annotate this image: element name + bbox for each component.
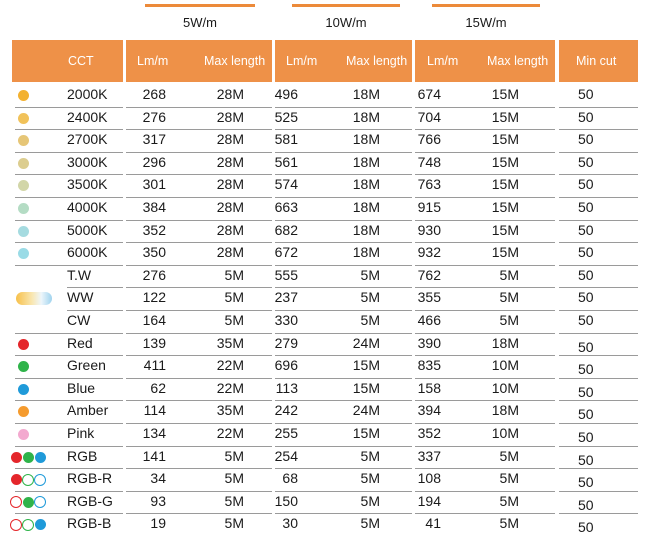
- cell-lm5: 317: [142, 131, 166, 148]
- table-row: [0, 107, 650, 130]
- cell-lm5: 141: [142, 447, 166, 464]
- cell-len15: 15M: [491, 199, 519, 215]
- table-row: [0, 355, 650, 378]
- cell-lm5: 93: [150, 492, 166, 509]
- table-row: [0, 197, 650, 220]
- filled-dot-icon: [18, 135, 29, 146]
- cell-len15: 15M: [491, 153, 519, 170]
- cell-cut: 50: [578, 108, 594, 125]
- cell-name: 5000K: [67, 221, 108, 238]
- cell-cut: 50: [578, 176, 594, 193]
- group-header-label: 5W/m: [183, 15, 217, 30]
- cell-name: CW: [67, 312, 91, 328]
- table-row: [0, 513, 650, 536]
- table-row: [0, 220, 650, 243]
- header-lm-label: Lm/m: [286, 54, 318, 68]
- filled-dot-icon: [18, 180, 29, 191]
- cell-lm15: 394: [417, 402, 441, 419]
- cell-cut: 50: [578, 338, 594, 355]
- cell-len5: 22M: [216, 425, 244, 441]
- cell-lm15: 108: [417, 470, 441, 487]
- cell-len10: 18M: [352, 244, 380, 261]
- table-row: [0, 174, 650, 197]
- header-min-cut-label: Min cut: [576, 54, 617, 68]
- cell-len10: 5M: [360, 447, 380, 464]
- cell-name: Red: [67, 334, 93, 351]
- cell-name: 2700K: [67, 131, 108, 148]
- cell-lm5: 384: [142, 199, 166, 215]
- cell-len10: 24M: [352, 334, 380, 351]
- cell-cut: 50: [578, 451, 594, 468]
- cell-lm10: 68: [282, 470, 298, 487]
- cell-name: RGB: [67, 447, 98, 464]
- cell-lm15: 194: [417, 492, 441, 509]
- cell-len5: 5M: [224, 289, 244, 306]
- cell-len5: 5M: [224, 515, 244, 532]
- cell-len15: 15M: [491, 244, 519, 261]
- cell-len15: 5M: [499, 515, 519, 532]
- filled-dot-icon: [18, 226, 29, 237]
- cell-len10: 18M: [352, 176, 380, 193]
- filled-dot-icon: [35, 519, 46, 530]
- cell-name: 3000K: [67, 153, 108, 170]
- cell-lm5: 276: [142, 266, 166, 283]
- cell-lm5: 296: [142, 153, 166, 170]
- header-10w: [275, 40, 412, 82]
- cell-cut: 50: [578, 153, 594, 170]
- cell-len10: 18M: [352, 199, 380, 215]
- cell-cut: 50: [578, 131, 594, 148]
- cell-cut: 50: [578, 312, 594, 328]
- header-min-cut: [559, 40, 638, 82]
- cell-cut: 50: [578, 519, 594, 536]
- cell-name: WW: [67, 289, 94, 306]
- cell-lm10: 696: [274, 357, 298, 374]
- cell-cut: 50: [578, 86, 594, 102]
- cell-lm5: 411: [143, 357, 166, 374]
- group-header-5w: [145, 0, 255, 38]
- cell-name: RGB-B: [67, 515, 112, 532]
- cell-lm15: 762: [417, 266, 441, 283]
- cell-cut: 50: [578, 361, 594, 378]
- cell-lm15: 766: [417, 131, 441, 148]
- cell-len15: 15M: [491, 131, 519, 148]
- cell-len10: 5M: [360, 470, 380, 487]
- cell-cut: 50: [578, 474, 594, 491]
- cell-lm15: 390: [417, 334, 441, 351]
- cell-name: RGB-G: [67, 492, 113, 509]
- cell-len5: 5M: [224, 312, 244, 328]
- group-header-label: 10W/m: [325, 15, 367, 30]
- cell-len15: 10M: [491, 425, 519, 441]
- cell-cut: 50: [578, 496, 594, 513]
- cell-lm10: 150: [274, 492, 298, 509]
- filled-dot-icon: [18, 90, 29, 101]
- cell-lm10: 574: [274, 176, 298, 193]
- filled-dot-icon: [18, 384, 29, 395]
- cell-len15: 15M: [491, 176, 519, 193]
- cell-lm10: 237: [274, 289, 298, 306]
- cell-lm10: 242: [274, 402, 298, 419]
- cell-lm10: 279: [274, 334, 298, 351]
- cell-len5: 22M: [216, 357, 244, 374]
- filled-dot-icon: [18, 406, 29, 417]
- hollow-dot-icon: [34, 496, 46, 508]
- cell-lm10: 254: [274, 447, 298, 464]
- group-header-bar: [145, 4, 255, 7]
- cell-lm10: 330: [274, 312, 298, 328]
- cell-lm10: 30: [282, 515, 298, 532]
- cell-lm5: 122: [142, 289, 166, 306]
- cell-lm5: 350: [142, 244, 166, 261]
- table-row: [0, 84, 650, 107]
- cell-lm15: 337: [417, 447, 441, 464]
- cell-lm5: 134: [142, 425, 166, 441]
- cell-len15: 5M: [499, 470, 519, 487]
- cell-len5: 28M: [216, 153, 244, 170]
- table-row: [0, 468, 650, 491]
- cell-len5: 28M: [216, 199, 244, 215]
- header-max-length-label: Max length: [346, 54, 408, 68]
- table-row: [0, 129, 650, 152]
- cell-cut: 50: [578, 244, 594, 261]
- cell-cut: 50: [578, 199, 594, 215]
- cell-len15: 15M: [491, 221, 519, 238]
- cell-lm15: 932: [417, 244, 441, 261]
- cell-lm5: 301: [142, 176, 166, 193]
- cell-len10: 24M: [352, 402, 380, 419]
- cell-name: Green: [67, 357, 106, 374]
- cell-cut: 50: [578, 383, 594, 400]
- hollow-dot-icon: [34, 474, 46, 486]
- table-row: [0, 310, 650, 333]
- cell-len10: 15M: [352, 425, 380, 441]
- cell-lm10: 663: [274, 199, 298, 215]
- cell-lm5: 276: [142, 108, 166, 125]
- filled-dot-icon: [18, 339, 29, 350]
- cell-len5: 22M: [216, 379, 244, 396]
- cell-lm15: 763: [417, 176, 441, 193]
- cell-len5: 28M: [216, 108, 244, 125]
- cell-len10: 18M: [352, 108, 380, 125]
- filled-dot-icon: [18, 429, 29, 440]
- cell-lm10: 525: [274, 108, 298, 125]
- cell-len5: 28M: [216, 176, 244, 193]
- hollow-dot-icon: [10, 496, 22, 508]
- cell-len5: 5M: [224, 492, 244, 509]
- cell-len10: 5M: [360, 312, 380, 328]
- cell-len15: 5M: [499, 289, 519, 306]
- table-row: [0, 400, 650, 423]
- cell-len10: 5M: [360, 266, 380, 283]
- cell-lm15: 915: [417, 199, 441, 215]
- cell-len10: 18M: [352, 221, 380, 238]
- cell-lm10: 496: [274, 86, 298, 102]
- cell-len10: 5M: [360, 492, 380, 509]
- header-lm-label: Lm/m: [427, 54, 459, 68]
- cell-len10: 15M: [352, 379, 380, 396]
- group-header-15w: [432, 0, 540, 38]
- cell-len15: 5M: [499, 492, 519, 509]
- table-row: [0, 378, 650, 401]
- cell-len5: 28M: [216, 244, 244, 261]
- hollow-dot-icon: [22, 519, 34, 531]
- cell-name: T.W: [67, 266, 92, 283]
- cell-cut: 50: [578, 429, 594, 445]
- header-15w: [415, 40, 555, 82]
- table-row: [0, 491, 650, 514]
- cell-lm15: 41: [425, 515, 441, 532]
- cell-len15: 10M: [491, 379, 519, 396]
- cell-lm10: 581: [274, 131, 298, 148]
- cell-lm15: 930: [417, 221, 441, 238]
- filled-dot-icon: [18, 158, 29, 169]
- cell-lm5: 114: [143, 402, 166, 419]
- cell-len10: 15M: [352, 357, 380, 374]
- table-row: [0, 333, 650, 356]
- cell-lm5: 139: [142, 334, 166, 351]
- cell-len5: 28M: [216, 86, 244, 102]
- cell-len10: 5M: [360, 515, 380, 532]
- cell-name: 4000K: [67, 199, 108, 215]
- cell-lm15: 466: [417, 312, 441, 328]
- cell-len5: 28M: [216, 221, 244, 238]
- filled-dot-icon: [18, 203, 29, 214]
- cell-len15: 15M: [491, 108, 519, 125]
- cell-lm15: 748: [417, 153, 441, 170]
- filled-dot-icon: [11, 474, 22, 485]
- cell-lm10: 672: [274, 244, 298, 261]
- table-row: [0, 287, 650, 310]
- header-cct-label: CCT: [68, 54, 94, 68]
- cell-len5: 5M: [224, 447, 244, 464]
- cell-cut: 50: [578, 289, 594, 306]
- group-header-label: 15W/m: [465, 15, 507, 30]
- cell-name: 2400K: [67, 108, 108, 125]
- cell-len5: 35M: [216, 334, 244, 351]
- cell-len15: 15M: [491, 86, 519, 102]
- hollow-dot-icon: [22, 474, 34, 486]
- cell-lm15: 158: [417, 379, 441, 396]
- filled-dot-icon: [11, 452, 22, 463]
- cell-len5: 5M: [224, 470, 244, 487]
- cell-lm10: 555: [274, 266, 298, 283]
- hollow-dot-icon: [10, 519, 22, 531]
- cell-lm10: 255: [274, 425, 298, 441]
- filled-dot-icon: [23, 497, 34, 508]
- header-lm-label: Lm/m: [137, 54, 169, 68]
- header-cct: [12, 40, 123, 82]
- cell-len15: 18M: [491, 334, 519, 351]
- cell-lm5: 164: [142, 312, 166, 328]
- cell-len15: 5M: [499, 312, 519, 328]
- cell-cut: 50: [578, 406, 594, 423]
- cell-cut: 50: [578, 266, 594, 283]
- cell-name: Pink: [67, 425, 95, 441]
- table-row: [0, 446, 650, 469]
- cell-name: 3500K: [67, 176, 108, 193]
- cell-name: 6000K: [67, 244, 108, 261]
- cell-len5: 35M: [216, 402, 244, 419]
- table-row: [0, 265, 650, 288]
- cell-len15: 10M: [491, 357, 519, 374]
- filled-dot-icon: [18, 113, 29, 124]
- filled-dot-icon: [35, 452, 46, 463]
- table-row: [0, 423, 650, 446]
- filled-dot-icon: [18, 361, 29, 372]
- cell-lm15: 355: [417, 289, 441, 306]
- cell-len10: 18M: [352, 86, 380, 102]
- cell-cut: 50: [578, 221, 594, 238]
- table-row: [0, 152, 650, 175]
- filled-dot-icon: [23, 452, 34, 463]
- cell-lm15: 704: [417, 108, 441, 125]
- cell-len10: 5M: [360, 289, 380, 306]
- cell-lm10: 682: [274, 221, 298, 238]
- cell-len5: 28M: [216, 131, 244, 148]
- cell-len15: 5M: [499, 266, 519, 283]
- cell-len15: 5M: [499, 447, 519, 464]
- cell-len5: 5M: [224, 266, 244, 283]
- cell-name: 2000K: [67, 86, 108, 102]
- filled-dot-icon: [18, 248, 29, 259]
- cell-lm10: 561: [274, 153, 298, 170]
- cell-name: Blue: [67, 379, 96, 396]
- cell-lm5: 62: [150, 379, 166, 396]
- group-header-10w: [292, 0, 400, 38]
- table-row: [0, 242, 650, 265]
- cell-len15: 18M: [491, 402, 519, 419]
- group-header-bar: [292, 4, 400, 7]
- cell-len10: 18M: [352, 153, 380, 170]
- cell-name: Amber: [67, 402, 109, 419]
- cell-len10: 18M: [352, 131, 380, 148]
- cell-lm15: 352: [417, 425, 441, 441]
- header-5w: [126, 40, 272, 82]
- cell-lm5: 268: [142, 86, 166, 102]
- header-max-length-label: Max length: [487, 54, 549, 68]
- cell-lm15: 835: [417, 357, 441, 374]
- group-header-bar: [432, 4, 540, 7]
- cell-lm5: 34: [150, 470, 166, 487]
- cell-name: RGB-R: [67, 470, 113, 487]
- header-max-length-label: Max length: [204, 54, 266, 68]
- cell-lm5: 352: [142, 221, 166, 238]
- cell-lm5: 19: [150, 515, 166, 532]
- cell-lm10: 113: [275, 379, 298, 396]
- cell-lm15: 674: [417, 86, 441, 102]
